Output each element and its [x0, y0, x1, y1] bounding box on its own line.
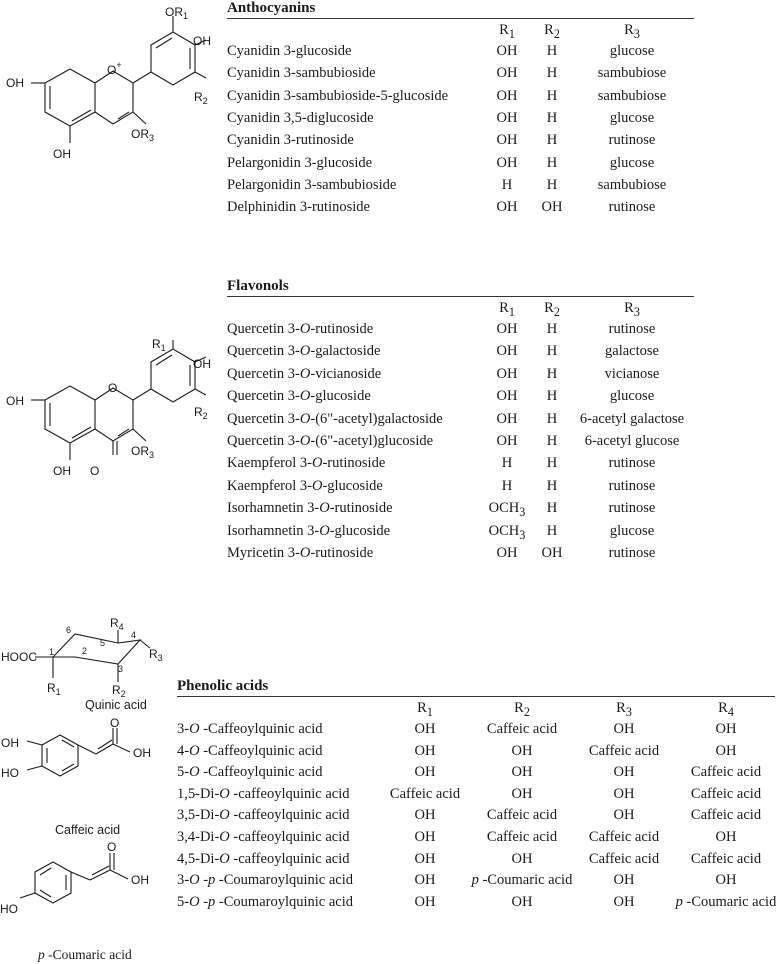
r2-value: H — [546, 176, 558, 193]
r3-value: 6-acetyl glucose — [584, 433, 680, 449]
r4-value: Caffeic acid — [690, 785, 762, 802]
o-keto-label: O — [90, 464, 100, 478]
compound-name: Isorhamnetin 3-O-glucoside — [227, 522, 391, 539]
oh-left-label: OH — [6, 394, 24, 408]
r1-value: OH — [496, 87, 518, 104]
r1-value: OH — [496, 199, 518, 216]
r3-value: OH — [613, 872, 635, 889]
oh-bottom-label: OH — [53, 464, 71, 478]
r3-value: sambubiose — [597, 65, 667, 82]
or3-label: $OR_3$ — [131, 127, 155, 143]
ho-label: HO — [0, 902, 18, 916]
header-r2: $R_2$ — [514, 700, 530, 719]
r2-value: OH — [511, 764, 533, 781]
r1-value: OH — [496, 388, 518, 405]
r1-value: OH — [414, 807, 436, 824]
table-row — [177, 807, 775, 829]
r1-value: OH — [496, 433, 518, 449]
header-r3: $R_3$ — [624, 22, 640, 41]
table-row — [177, 894, 775, 916]
r3-value: glucose — [609, 43, 655, 59]
r4-label: $R_4$ — [110, 616, 124, 632]
table-row — [227, 455, 694, 477]
r3-value: rutinose — [608, 455, 656, 472]
acid-oh-label: OH — [133, 746, 151, 760]
r2-value: OH — [541, 545, 563, 561]
flavonol-structure — [0, 320, 230, 495]
carbonyl-o-label: O — [110, 716, 120, 730]
anthocyanins-rule — [227, 18, 694, 19]
table-row — [227, 343, 694, 365]
r2-value: H — [546, 410, 558, 427]
table-row — [227, 523, 694, 545]
compound-name: Quercetin 3-O-vicianoside — [227, 365, 382, 382]
carbon-5: 5 — [100, 638, 106, 648]
carbonyl-o-label: O — [107, 840, 117, 854]
r1-value: OH — [414, 829, 436, 845]
r2-value: H — [546, 343, 558, 360]
r3-value: sambubiose — [597, 87, 667, 104]
compound-name: Cyanidin 3-sambubioside-5-glucoside — [227, 87, 449, 104]
r2-value: p -Coumaric acid — [471, 872, 573, 889]
r3-value: glucose — [609, 154, 655, 171]
r2-value: H — [546, 522, 558, 539]
compound-name: Quercetin 3-O-glucoside — [227, 388, 371, 405]
r1-value: OH — [496, 321, 518, 337]
compound-name: Pelargonidin 3-glucoside — [227, 154, 373, 171]
r2-value: H — [546, 388, 558, 405]
caffeic-acid-structure — [0, 716, 180, 810]
compound-name: Isorhamnetin 3-O-rutinoside — [227, 500, 393, 517]
table-row — [227, 433, 694, 455]
carbon-2: 2 — [82, 646, 88, 656]
flavonols-header — [227, 300, 694, 322]
table-row — [177, 829, 775, 851]
r1-value: OH — [414, 721, 436, 737]
r3-value: 6-acetyl galactose — [579, 410, 685, 427]
r3-label: $R_3$ — [149, 647, 163, 663]
r3-value: OH — [613, 721, 635, 737]
compound-name: 3,4-Di-O -caffeoylquinic acid — [177, 829, 350, 845]
r2-label: $R_2$ — [194, 90, 208, 106]
r3-value: glucose — [609, 109, 655, 126]
r4-value: Caffeic acid — [690, 850, 762, 867]
compound-name: 4,5-Di-O -caffeoylquinic acid — [177, 850, 350, 867]
flavonols-rule — [227, 296, 694, 297]
table-row — [177, 851, 775, 873]
r2-value: OH — [511, 742, 533, 759]
p-coumaric-acid-structure — [0, 838, 180, 928]
o-plus-label: O+ — [107, 60, 122, 77]
r2-value: OH — [511, 785, 533, 802]
header-r3: $R_3$ — [624, 300, 640, 319]
table-row — [177, 743, 775, 765]
r2-value: H — [546, 65, 558, 82]
table-row — [177, 872, 775, 894]
r4-value: OH — [715, 872, 737, 889]
oh-top-label: OH — [193, 34, 211, 48]
table-row — [227, 65, 694, 87]
compound-name: Quercetin 3-O-galactoside — [227, 343, 381, 360]
quinic-acid-structure — [0, 610, 180, 710]
anthocyanins-header — [227, 22, 694, 44]
r1-value: OH — [496, 343, 518, 360]
r4-value: p -Coumaric acid — [675, 893, 777, 910]
r1-value: OH — [496, 365, 518, 382]
compound-name: Cyanidin 3-sambubioside — [227, 65, 376, 82]
flavonols-title: Flavonols — [227, 278, 289, 294]
r3-value: OH — [613, 807, 635, 824]
r1-value: OH — [496, 545, 518, 561]
r1-value: OH — [496, 410, 518, 427]
r3-value: OH — [613, 764, 635, 781]
r2-value: Caffeic acid — [486, 721, 558, 737]
r4-value: Caffeic acid — [690, 764, 762, 781]
phenolic-acids-title: Phenolic acids — [177, 678, 269, 694]
carbon-4: 4 — [131, 630, 137, 640]
compound-name: Cyanidin 3,5-diglucoside — [227, 109, 374, 126]
table-row — [227, 199, 694, 221]
anthocyanins-title: Anthocyanins — [227, 0, 316, 16]
compound-name: Myricetin 3-O-rutinoside — [227, 545, 374, 561]
r3-value: rutinose — [608, 500, 656, 517]
anthocyanins-table — [227, 0, 694, 230]
r3-value: Caffeic acid — [588, 742, 660, 759]
oh-top-label: OH — [193, 357, 211, 371]
r1-value: Caffeic acid — [389, 785, 461, 802]
r1-value: OH — [496, 109, 518, 126]
acid-oh-label: OH — [131, 873, 149, 887]
o-ring-label: O — [108, 381, 118, 395]
table-row — [227, 500, 694, 522]
r2-value: OH — [511, 850, 533, 867]
r1-value: H — [501, 176, 513, 193]
r2-value: H — [546, 321, 558, 337]
r2-value: OH — [541, 199, 563, 216]
r3-value: rutinose — [608, 132, 656, 149]
or3-label: $OR_3$ — [131, 444, 155, 460]
r2-value: H — [546, 477, 558, 494]
anthocyanin-structure — [0, 0, 230, 175]
r3-value: glucose — [609, 522, 655, 539]
table-row — [227, 110, 694, 132]
table-row — [227, 366, 694, 388]
r1-value: OH — [414, 764, 436, 781]
table-row — [227, 177, 694, 199]
r3-value: galactose — [605, 343, 659, 360]
r3-value: sambubiose — [597, 176, 667, 193]
r3-value: OH — [613, 893, 635, 910]
compound-name: Quercetin 3-O-(6"-acetyl)galactoside — [227, 410, 443, 427]
r1-value: OH — [496, 132, 518, 149]
oh-bottom-label: OH — [53, 147, 71, 161]
compound-name: Cyanidin 3-rutinoside — [227, 132, 354, 149]
r3-value: OH — [613, 785, 635, 802]
r2-value: OH — [511, 893, 533, 910]
table-row — [227, 545, 694, 567]
r2-label: $R_2$ — [112, 683, 126, 699]
caffeic-acid-caption: Caffeic acid — [55, 823, 121, 837]
header-r2: $R_2$ — [544, 22, 560, 41]
p-coumaric-acid-caption: p -Coumaric acid — [38, 947, 132, 962]
table-row — [227, 43, 694, 65]
r2-label: $R_2$ — [194, 405, 208, 421]
r1-value: OH — [414, 872, 436, 889]
r4-value: OH — [715, 742, 737, 759]
oh1-label: OH — [1, 736, 19, 750]
r1-label: $R_1$ — [152, 337, 166, 353]
r1-value: H — [501, 455, 513, 472]
phenolic-acids-rule — [177, 696, 775, 697]
table-row — [227, 411, 694, 433]
r1-value: $OCH_3$ — [488, 500, 526, 520]
compound-name: 5-O -Caffeoylquinic acid — [177, 764, 323, 781]
oh-left-label: OH — [6, 76, 24, 90]
compound-name: 1,5-Di-O -caffeoylquinic acid — [177, 785, 350, 802]
or1-label: $OR_1$ — [165, 5, 189, 21]
carbon-6: 6 — [66, 625, 72, 635]
table-row — [227, 88, 694, 110]
header-r4: $R_4$ — [718, 700, 734, 719]
r3-value: Caffeic acid — [588, 829, 660, 845]
r3-value: vicianose — [604, 365, 660, 382]
table-row — [227, 132, 694, 154]
r2-value: H — [546, 455, 558, 472]
r1-label: $R_1$ — [47, 681, 61, 697]
r2-value: H — [546, 154, 558, 171]
header-r2: $R_2$ — [544, 300, 560, 319]
r3-value: Caffeic acid — [588, 850, 660, 867]
r3-value: rutinose — [608, 477, 656, 494]
compound-name: Delphinidin 3-rutinoside — [227, 199, 370, 216]
header-r3: $R_3$ — [616, 700, 632, 719]
r1-value: OH — [414, 850, 436, 867]
compound-name: Quercetin 3-O-(6"-acetyl)glucoside — [227, 433, 434, 449]
compound-name: Pelargonidin 3-sambubioside — [227, 176, 397, 193]
r2-value: H — [546, 433, 558, 449]
r2-value: H — [546, 87, 558, 104]
r3-value: glucose — [609, 388, 655, 405]
compound-name: 4-O -Caffeoylquinic acid — [177, 742, 323, 759]
r3-value: rutinose — [608, 199, 656, 216]
table-row — [227, 388, 694, 410]
r1-value: OH — [496, 65, 518, 82]
compound-name: Quercetin 3-O-rutinoside — [227, 321, 374, 337]
compound-name: 3-O -Caffeoylquinic acid — [177, 721, 323, 737]
r2-value: H — [546, 365, 558, 382]
r3-value: rutinose — [608, 321, 656, 337]
hooc-label: HOOC — [1, 650, 37, 664]
r2-value: H — [546, 109, 558, 126]
table-row — [227, 155, 694, 177]
r2-value: H — [546, 43, 558, 59]
compound-name: 3,5-Di-O -caffeoylquinic acid — [177, 807, 350, 824]
compound-name: Kaempferol 3-O-glucoside — [227, 477, 383, 494]
r1-value: H — [501, 477, 513, 494]
compound-name: 3-O -p -Coumaroylquinic acid — [177, 872, 354, 889]
compound-name: 5-O -p -Coumaroylquinic acid — [177, 893, 354, 910]
r1-value: OH — [414, 742, 436, 759]
table-row — [227, 321, 694, 343]
header-r1: $R_1$ — [417, 700, 433, 719]
table-row — [177, 721, 775, 743]
table-row — [177, 764, 775, 786]
r2-value: H — [546, 500, 558, 517]
r1-value: OH — [414, 893, 436, 910]
r1-value: OH — [496, 43, 518, 59]
ho-label: HO — [1, 766, 19, 780]
r4-value: Caffeic acid — [690, 807, 762, 824]
quinic-acid-caption: Quinic acid — [85, 698, 147, 712]
compound-name: Kaempferol 3-O-rutinoside — [227, 455, 386, 472]
r4-value: OH — [715, 829, 737, 845]
r2-value: Caffeic acid — [486, 829, 558, 845]
r2-value: Caffeic acid — [486, 807, 558, 824]
r3-value: rutinose — [608, 545, 656, 561]
r1-value: $OCH_3$ — [488, 522, 526, 542]
table-row — [177, 786, 775, 808]
compound-name: Cyanidin 3-glucoside — [227, 43, 352, 59]
carbon-3: 3 — [118, 664, 124, 674]
r4-value: OH — [715, 721, 737, 737]
header-r1: $R_1$ — [499, 22, 515, 41]
table-row — [227, 478, 694, 500]
r1-value: OH — [496, 154, 518, 171]
carbon-1: 1 — [49, 647, 55, 657]
phenolic-acids-table — [177, 678, 775, 918]
phenolic-acids-header — [177, 700, 775, 722]
r2-value: H — [546, 132, 558, 149]
header-r1: $R_1$ — [499, 300, 515, 319]
flavonols-table — [227, 278, 694, 578]
